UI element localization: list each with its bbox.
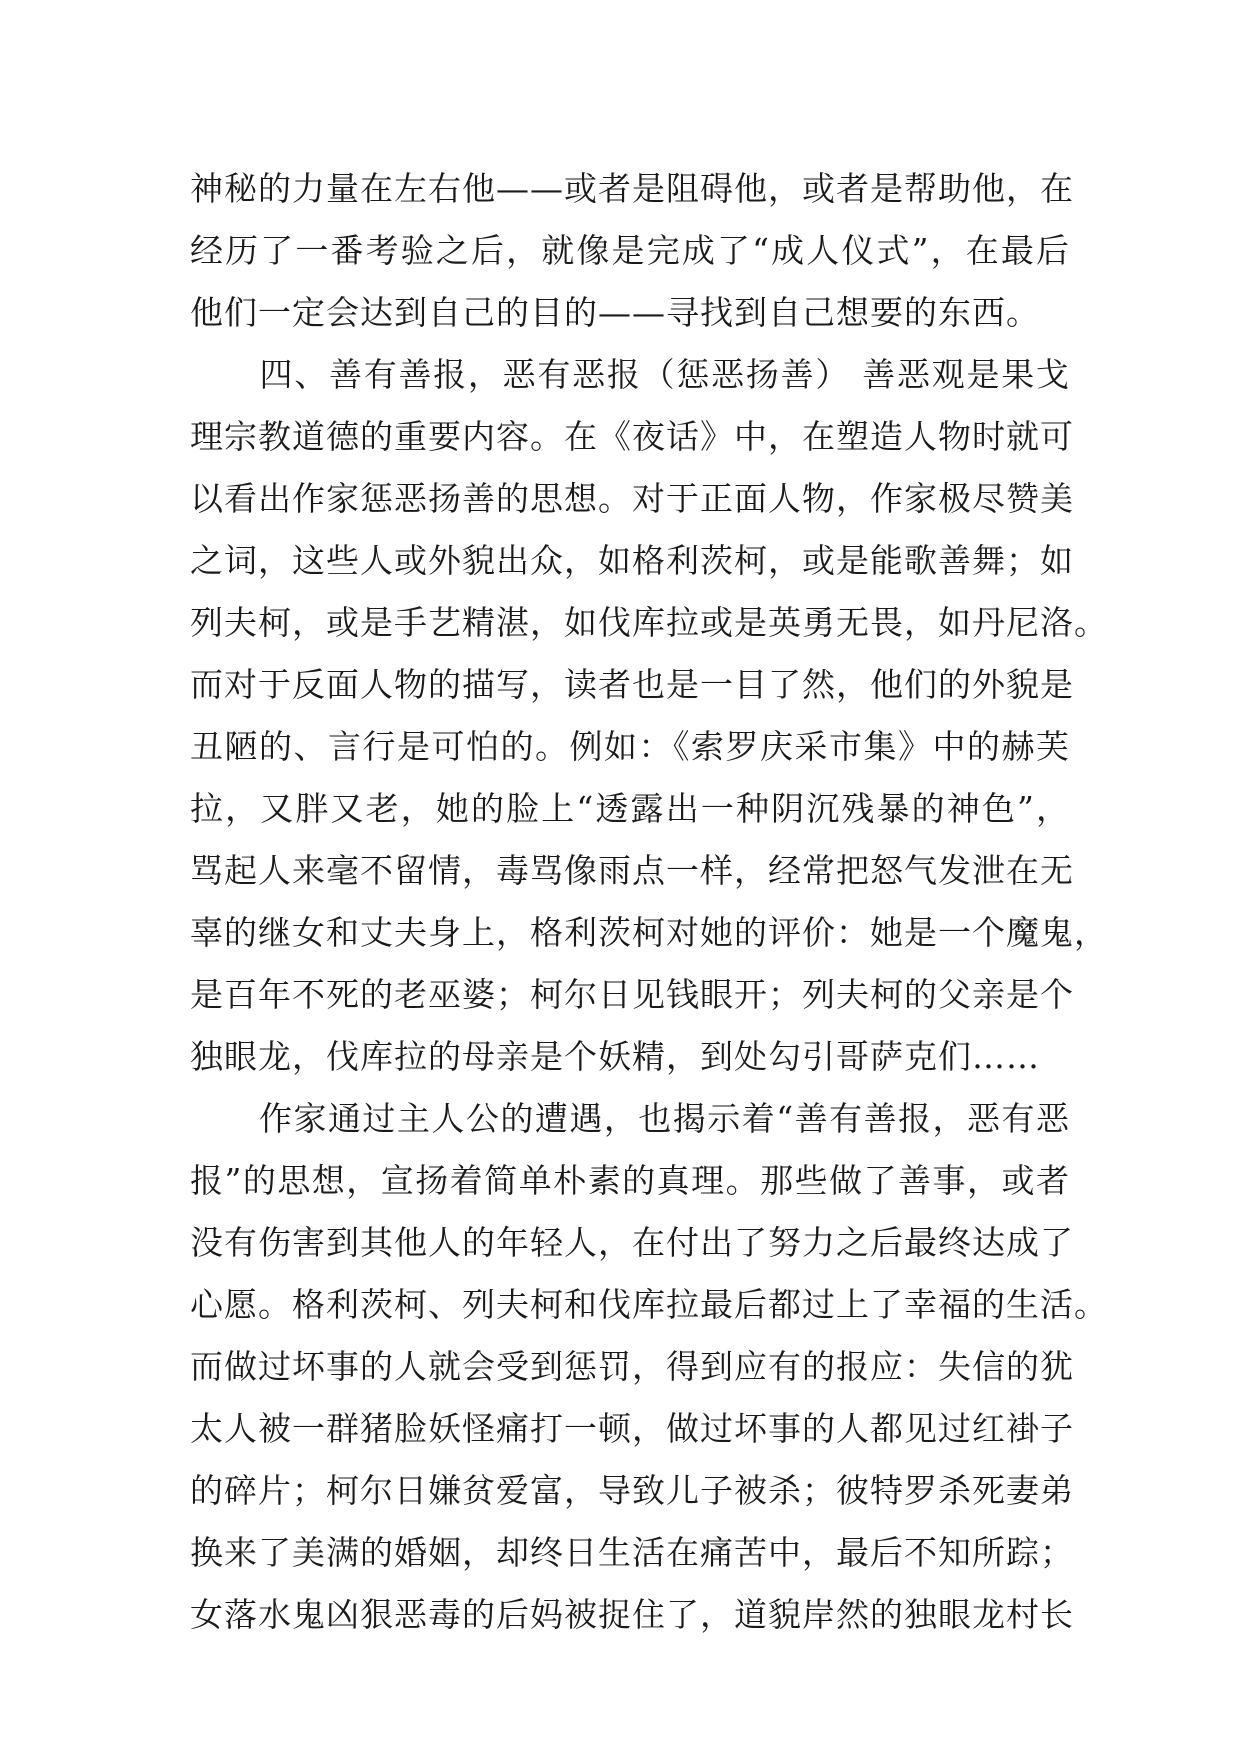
text-line: 辜的继女和丈夫身上，格利茨柯对她的评价：她是一个魔鬼，: [190, 913, 1108, 952]
text-line: 女落水鬼凶狠恶毒的后妈被捉住了，道貌岸然的独眼龙村长: [190, 1595, 1074, 1634]
text-line: 以看出作家惩恶扬善的思想。对于正面人物，作家极尽赞美: [190, 479, 1074, 518]
text-line: 拉，又胖又老，她的脸上“透露出一种阴沉残暴的神色”，: [190, 789, 1070, 828]
text-line: 经历了一番考验之后，就像是完成了“成人仪式”，在最后: [190, 231, 1070, 270]
text-line: 神秘的力量在左右他——或者是阻碍他，或者是帮助他，在: [190, 169, 1074, 208]
text-line: 是百年不死的老巫婆；柯尔日见钱眼开；列夫柯的父亲是个: [190, 975, 1074, 1014]
text-line: 之词，这些人或外貌出众，如格利茨柯，或是能歌善舞；如: [190, 541, 1074, 580]
text-line: 骂起人来毫不留情，毒骂像雨点一样，经常把怒气发泄在无: [190, 851, 1074, 890]
text-line: 丑陋的、言行是可怕的。例如：《索罗庆采市集》中的赫芙: [190, 727, 1070, 766]
text-line: 报”的思想，宣扬着简单朴素的真理。那些做了善事，或者: [190, 1161, 1070, 1200]
text-line: 而对于反面人物的描写，读者也是一目了然，他们的外貌是: [190, 665, 1074, 704]
text-line: 换来了美满的婚姻，却终日生活在痛苦中，最后不知所踪；: [190, 1533, 1074, 1572]
text-line: 心愿。格利茨柯、列夫柯和伐库拉最后都过上了幸福的生活。: [190, 1285, 1108, 1324]
text-line: 太人被一群猪脸妖怪痛打一顿，做过坏事的人都见过红褂子: [190, 1409, 1074, 1448]
text-line: 他们一定会达到自己的目的——寻找到自己想要的东西。: [190, 293, 1040, 332]
text-line: 列夫柯，或是手艺精湛，如伐库拉或是英勇无畏，如丹尼洛。: [190, 603, 1108, 642]
text-line: 的碎片；柯尔日嫌贫爱富，导致儿子被杀；彼特罗杀死妻弟: [190, 1471, 1074, 1510]
text-line: 独眼龙，伐库拉的母亲是个妖精，到处勾引哥萨克们……: [190, 1037, 1040, 1076]
text-line: 没有伤害到其他人的年轻人，在付出了努力之后最终达成了: [190, 1223, 1074, 1262]
text-line: 作家通过主人公的遭遇，也揭示着“善有善报，恶有恶: [190, 1099, 1070, 1138]
text-line: 理宗教道德的重要内容。在《夜话》中，在塑造人物时就可: [190, 417, 1074, 456]
body-text: [190, 158, 1108, 1646]
text-line: 四、善有善报，恶有恶报（惩恶扬善） 善恶观是果戈: [190, 355, 1070, 394]
text-line: 而做过坏事的人就会受到惩罚，得到应有的报应：失信的犹: [190, 1347, 1074, 1386]
